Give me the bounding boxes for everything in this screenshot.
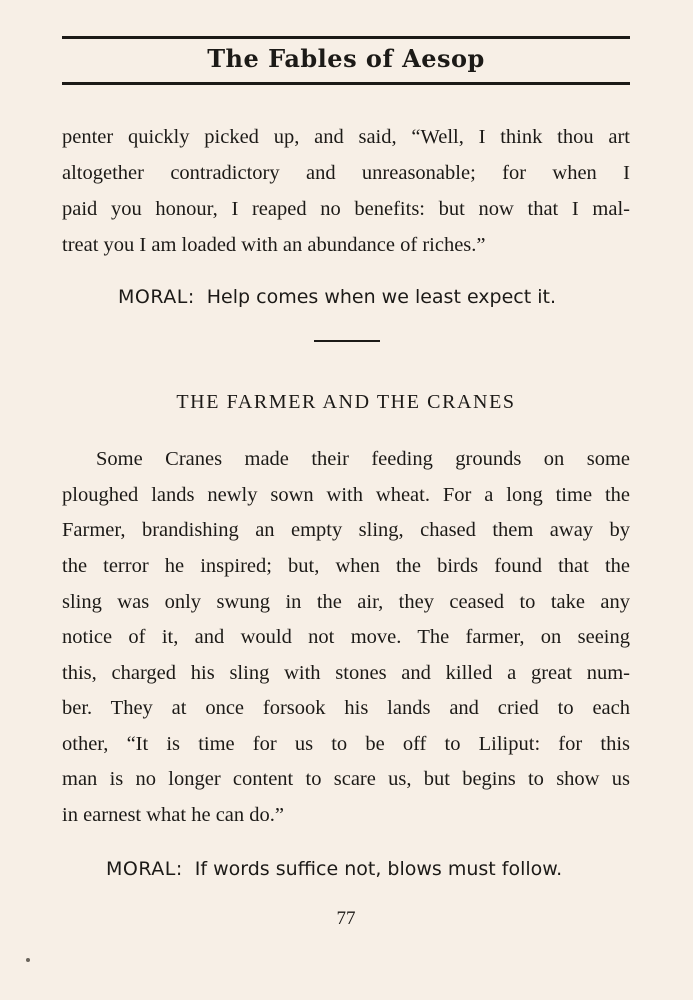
header-rule-top: [62, 36, 630, 39]
header-rule-bottom: [62, 82, 630, 85]
story-title: THE FARMER AND THE CRANES: [176, 391, 516, 413]
fable2-line: this, charged his sling with stones and killed a great num-: [62, 662, 630, 684]
section-divider: [314, 340, 380, 342]
fable1-moral: [118, 284, 556, 310]
fable2-line: ploughed lands newly sown with wheat. For a long time the: [62, 484, 630, 506]
fable2-line: man is no longer content to scare us, but begins to show us: [62, 768, 630, 790]
fable2-line: notice of it, and would not move. The farmer, on seeing: [62, 626, 630, 648]
fable1-line: altogether contradictory and unreasonable; for when I: [62, 162, 630, 184]
moral-text: Help comes when we least expect it.: [206, 286, 557, 308]
moral-label: MORAL:: [118, 286, 195, 308]
fable2-line: ber. They at once forsook his lands and cried to each: [62, 697, 630, 719]
fable2-moral: [106, 856, 562, 882]
moral-label: MORAL:: [106, 858, 183, 880]
fable2-line: Some Cranes made their feeding grounds on some: [96, 448, 630, 470]
page-speck: [26, 958, 30, 962]
fable1-line: treat you I am loaded with an abundance of riches.”: [62, 234, 486, 256]
fable2-line: Farmer, brandishing an empty sling, chased them away by: [62, 519, 630, 541]
fable2-line: in earnest what he can do.”: [62, 804, 284, 826]
fable1-line: penter quickly picked up, and said, “Well, I think thou art: [62, 126, 630, 148]
moral-text: If words suffice not, blows must follow.: [194, 858, 563, 880]
page-number: 77: [336, 908, 356, 929]
fable2-line: sling was only swung in the air, they ceased to take any: [62, 591, 630, 613]
fable1-line: paid you honour, I reaped no benefits: but now that I mal-: [62, 198, 630, 220]
running-header-title: The Fables of Aesop: [207, 44, 485, 73]
fable2-line: other, “It is time for us to be off to Liliput: for this: [62, 733, 630, 755]
fable2-line: the terror he inspired; but, when the birds found that the: [62, 555, 630, 577]
